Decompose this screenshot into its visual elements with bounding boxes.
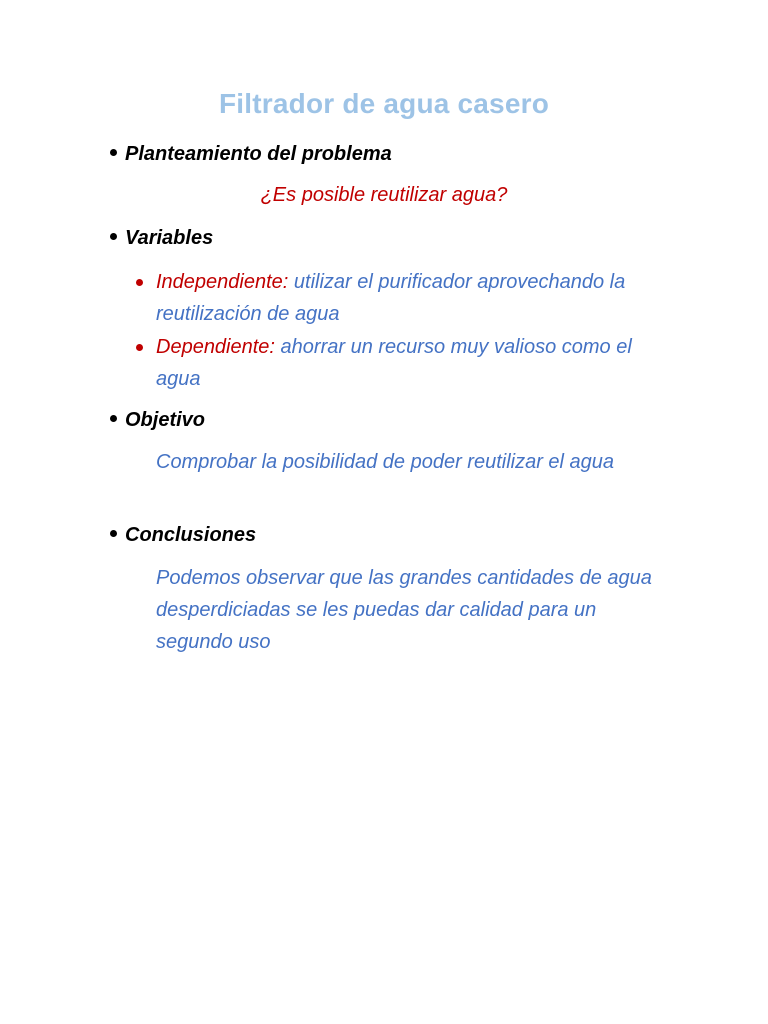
section-heading-variables — [110, 227, 213, 250]
document-title: Filtrador de agua casero — [218, 88, 549, 119]
objective-heading: Objetivo — [125, 409, 206, 431]
dependent-label: Dependiente: — [156, 336, 275, 358]
section-heading-objective — [110, 409, 205, 432]
variables-heading: Variables — [125, 227, 214, 249]
section-heading-problem — [110, 143, 392, 166]
problem-question: ¿Es posible reutilizar agua? — [260, 184, 508, 206]
independent-label: Independiente: — [156, 271, 289, 293]
bullet-icon — [110, 530, 117, 537]
bullet-icon — [110, 233, 117, 240]
sub-bullet-icon — [136, 344, 143, 351]
objective-text: Comprobar la posibilidad de poder reutilizar el agua — [156, 451, 615, 473]
conclusions-text: Podemos observar que las grandes cantidades de agua desperdiciadas se les puedas dar calidad para un segundo uso — [156, 567, 652, 653]
dependent-text: ahorrar un recurso muy valioso como el agua — [156, 336, 632, 390]
section-heading-conclusions — [110, 524, 256, 547]
independent-text: utilizar el purificador aprovechando la reutilización de agua — [156, 271, 626, 325]
bullet-icon — [110, 149, 117, 156]
bullet-icon — [110, 415, 117, 422]
conclusions-heading: Conclusiones — [125, 524, 257, 546]
sub-bullet-icon — [136, 279, 143, 286]
problem-heading: Planteamiento del problema — [125, 143, 392, 165]
variable-dependent — [156, 331, 656, 395]
variable-independent — [156, 266, 656, 330]
